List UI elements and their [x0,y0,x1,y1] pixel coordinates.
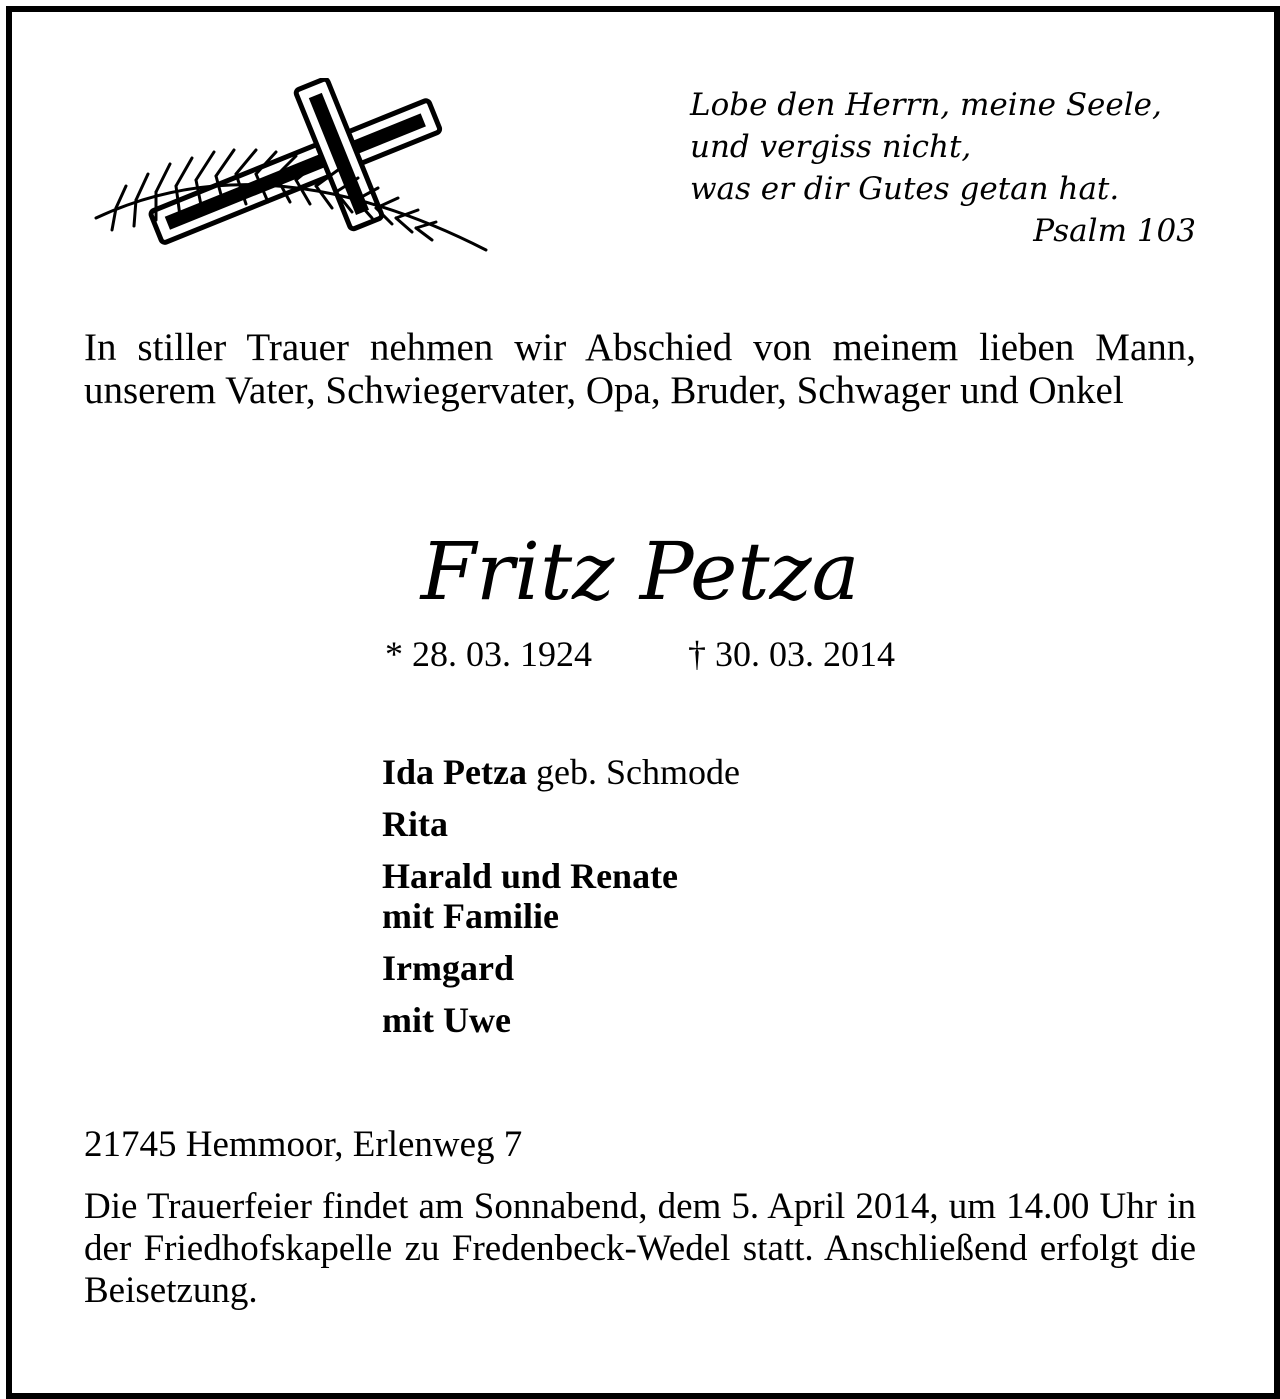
family-entry [382,804,982,844]
family-name: Rita [382,804,448,844]
verse-line: Lobe den Herrn, meine Seele, [690,87,1162,123]
mourning-intro: In stiller Trauer nehmen wir Abschied von meinem lieben Mann, unserem Vater, Schwiegervater, Opa, Bruder, Schwager und Onkel [84,326,1196,412]
family-entry [382,1000,982,1040]
family-entry [382,752,982,792]
verse-reference: Psalm 103 [1033,213,1196,249]
family-list [382,752,982,1052]
verse-line: was er dir Gutes getan hat. [690,171,1120,207]
family-name: mit Uwe [382,1000,511,1040]
family-entry [382,856,982,896]
death-date: † 30. 03. 2014 [688,634,895,674]
family-name: mit Familie [382,896,559,936]
family-note: geb. Schmode [526,752,740,792]
funeral-service-info: Die Trauerfeier findet am Sonnabend, dem 5. April 2014, um 14.00 Uhr in der Friedhofskapelle zu Fredenbeck-Wedel statt. Anschließend erfolgt die Beisetzung. [84,1186,1196,1311]
family-entry [382,948,982,988]
psalm-verse [690,84,1196,252]
deceased-name: Fritz Petza [420,525,860,618]
family-entry [382,896,982,936]
family-name: Ida Petza [382,752,527,792]
mourner-address: 21745 Hemmoor, Erlenweg 7 [84,1124,523,1165]
birth-date: * 28. 03. 1924 [385,634,592,674]
family-name: Irmgard [382,948,514,988]
family-name: Harald und Renate [382,856,679,896]
verse-line: und vergiss nicht, [690,129,972,165]
cross-with-palm-frond-icon [86,78,498,270]
life-dates [0,632,1280,676]
